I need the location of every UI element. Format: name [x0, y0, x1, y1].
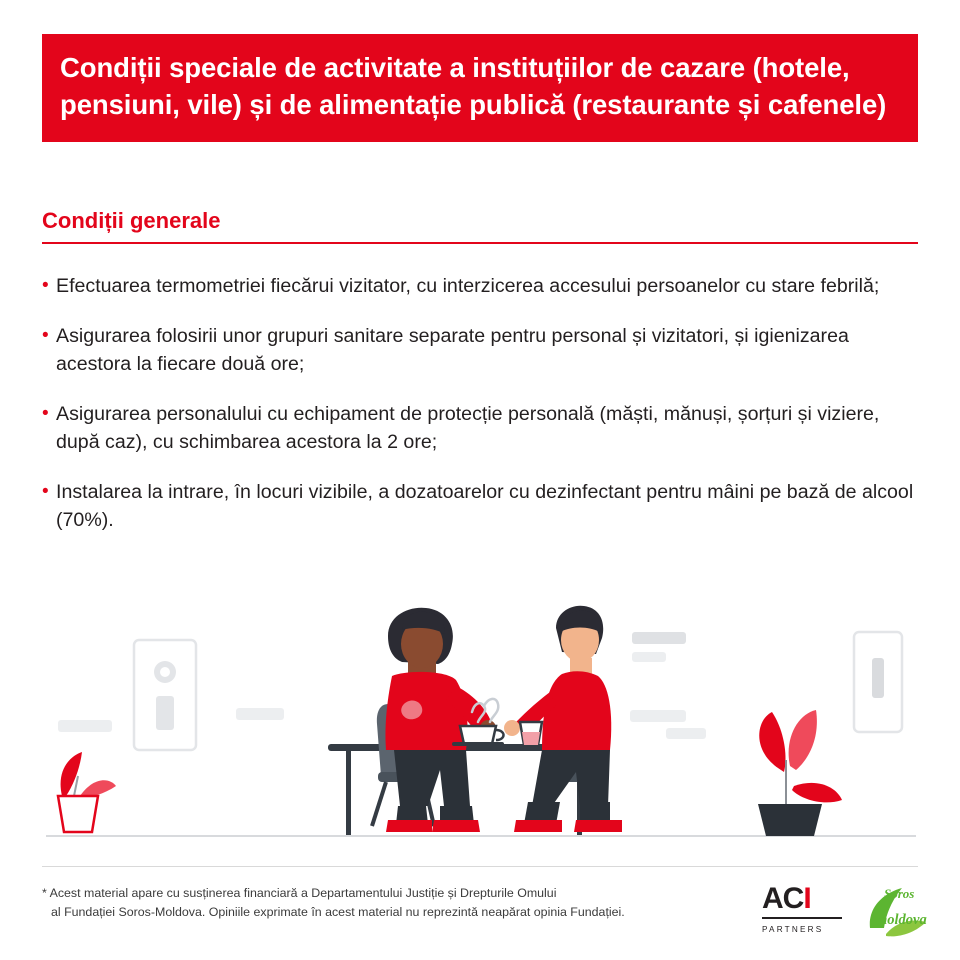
footer	[0, 862, 960, 960]
list-item-text: Instalarea la intrare, în locuri vizibile, a dozatoarelor cu dezinfectant pentru mâini pe bază de alcool (70%).	[56, 481, 914, 532]
bullet-marker-icon: •	[42, 403, 49, 425]
section-title: Condiții generale	[42, 208, 221, 233]
list-item-text: Asigurarea folosirii unor grupuri sanitare separate pentru personal și vizitatori, și igienizarea acestora la fiecare două ore;	[56, 325, 849, 376]
aci-logo-subtitle: PARTNERS	[762, 925, 824, 934]
two-people-at-cafe-table-illustration	[36, 600, 926, 850]
footer-disclaimer-line-1: * Acest material apare cu susținerea financiară a Departamentului Justiție și Drepturile Omului	[42, 886, 557, 900]
potted-plant-right	[758, 710, 842, 836]
list-item	[42, 322, 932, 378]
conditions-list	[42, 272, 932, 556]
man-in-red-shirt	[504, 606, 622, 832]
aci-letter-c: C	[782, 882, 804, 915]
soros-logo-line1: Soros	[884, 886, 915, 901]
footer-disclaimer-line-2: al Fundației Soros-Moldova. Opiniile exprimate în acest material nu reprezintă neapărat opinia Fundației.	[51, 905, 625, 920]
section-divider	[42, 242, 918, 244]
page-title: Condiții speciale de activitate a instituțiilor de cazare (hotele, pensiuni, vile) și de alimentație publică (restaurante și cafenele)	[60, 52, 887, 120]
aci-letter-a: A	[762, 882, 783, 915]
footer-disclaimer	[42, 884, 682, 922]
soros-logo-line2: moldova	[876, 912, 927, 928]
list-item	[42, 478, 932, 534]
aci-letter-i: I	[803, 882, 811, 915]
bullet-marker-icon: •	[42, 275, 49, 296]
soros-moldova-logo	[862, 882, 934, 940]
bullet-marker-icon: •	[42, 325, 49, 347]
list-item-text: Efectuarea termometriei fiecărui vizitator, cu interzicerea accesului persoanelor cu stare febrilă;	[56, 275, 880, 297]
aci-partners-logo	[762, 884, 848, 934]
footer-divider	[42, 866, 918, 867]
potted-plant-left	[58, 752, 116, 832]
section-header	[42, 208, 918, 244]
list-item	[42, 272, 932, 300]
list-item-text: Asigurarea personalului cu echipament de protecție personală (măști, mănuși, șorțuri și viziere, după caz), cu schimbarea acestora la 2 ore;	[56, 403, 880, 454]
aci-logo-wordmark	[762, 884, 811, 914]
bullet-marker-icon: •	[42, 481, 49, 503]
list-item	[42, 400, 932, 456]
aci-logo-rule	[762, 917, 842, 919]
title-banner	[42, 34, 918, 142]
glass-of-drink	[520, 722, 542, 745]
